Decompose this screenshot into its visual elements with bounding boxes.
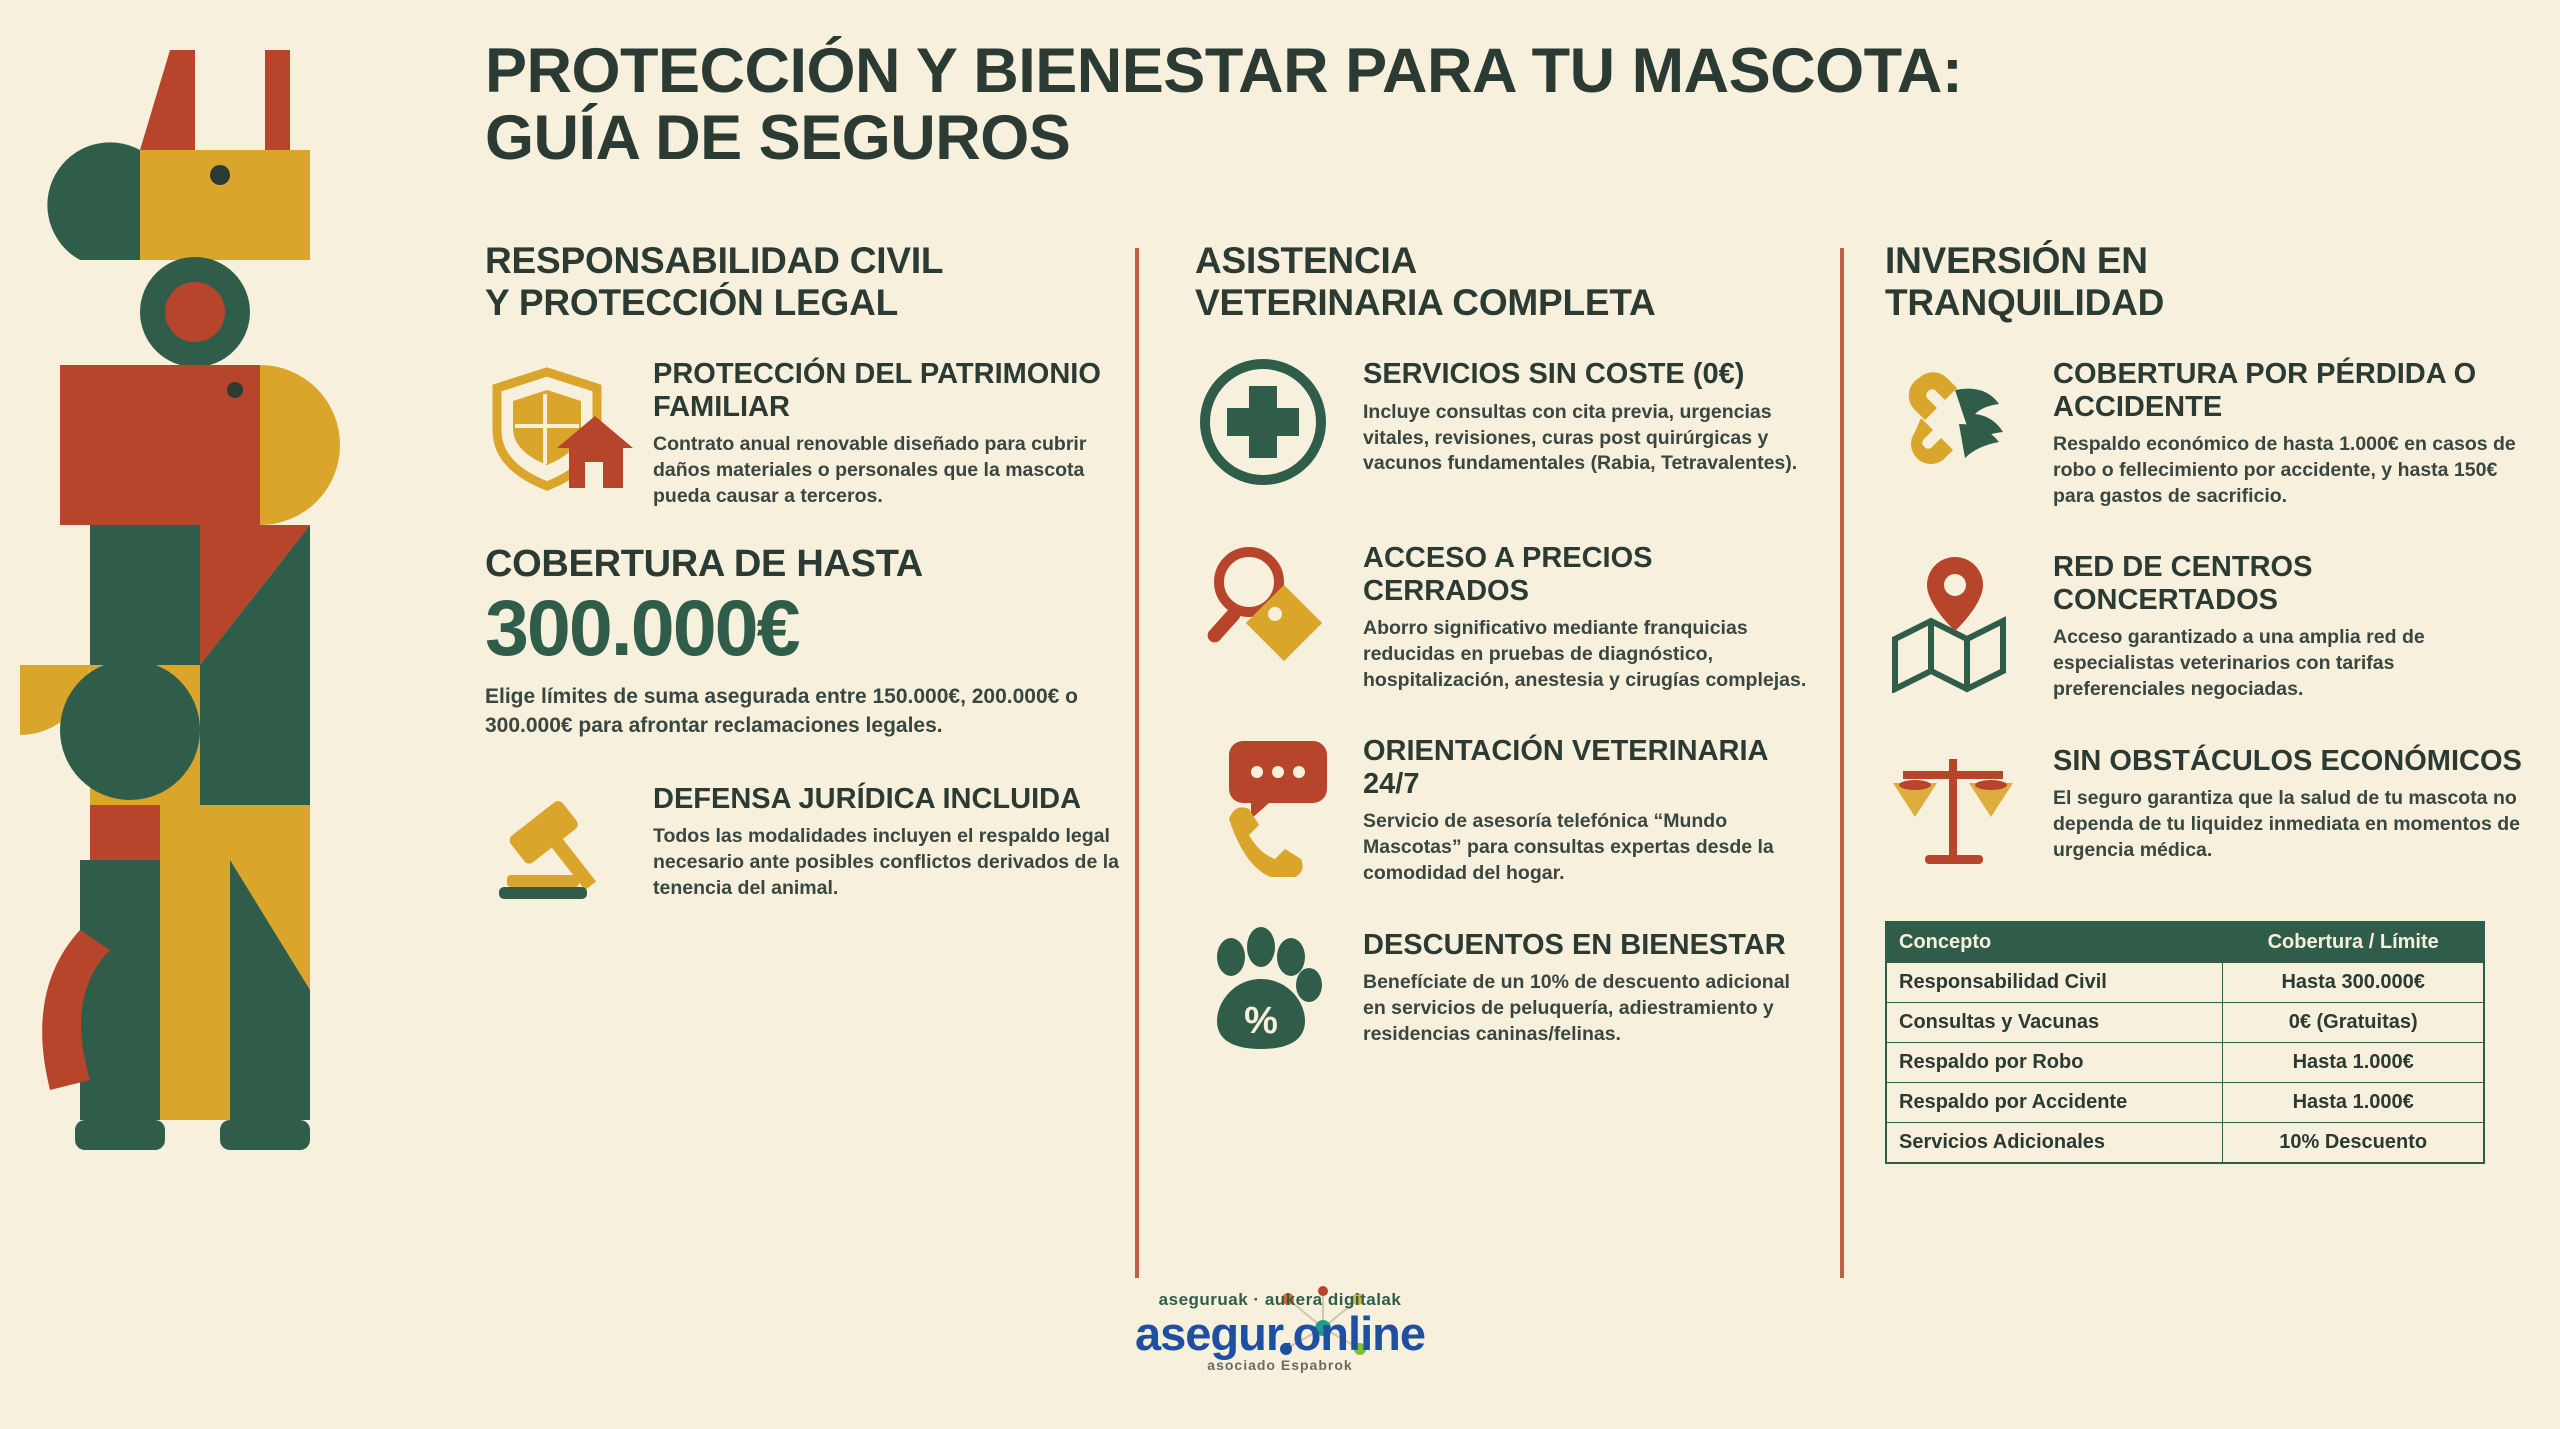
table-cell-valor: Hasta 300.000€ xyxy=(2223,962,2484,1002)
block-body: Aborro significativo mediante franquicias reducidas en pruebas de diagnóstico, hospitalización, anestesia y cirugías complejas. xyxy=(1363,617,1807,691)
block-defensa-juridica xyxy=(485,775,1125,925)
block-red-centros xyxy=(1885,543,2525,702)
phone-chat-icon xyxy=(1195,727,1345,877)
block-orientacion-247 xyxy=(1195,727,1815,886)
block-descuentos-bienestar xyxy=(1195,921,1815,1071)
column-1-heading-line-2: Y PROTECCIÓN LEGAL xyxy=(485,282,899,324)
column-1-heading xyxy=(485,240,1125,324)
highlight-value: 300.000€ xyxy=(485,583,799,673)
brand-tagline: aseguruak · aukera digitalak xyxy=(1158,1290,1402,1309)
brand-name[interactable]: asegur.online xyxy=(1135,1307,1425,1360)
column-2-heading xyxy=(1195,240,1815,324)
column-3-heading-line-1: INVERSIÓN EN xyxy=(1885,240,2148,281)
column-responsabilidad-civil xyxy=(485,240,1125,959)
shield-house-icon xyxy=(485,350,635,500)
block-title: ORIENTACIÓN VETERINARIA 24/7 xyxy=(1363,735,1768,800)
block-body: Servicio de asesoría telefónica “Mundo Mascotas” para consultas expertas desde la comodidad del hogar. xyxy=(1363,810,1774,884)
block-body: El seguro garantiza que la salud de tu mascota no dependa de tu liquidez inmediata en momentos de urgencia médica. xyxy=(2053,787,2520,861)
block-body: Respaldo económico de hasta 1.000€ en casos de robo o fellecimiento por accidente, y hasta 150€ para gastos de sacrificio. xyxy=(2053,433,2516,507)
block-sin-obstaculos xyxy=(1885,737,2525,887)
svg-text:%: % xyxy=(1244,999,1278,1042)
block-body: Benefíciate de un 10% de descuento adicional en servicios de peluquería, adiestramiento y residencias caninas/felinas. xyxy=(1363,971,1790,1045)
table-cell-valor: 0€ (Gratuitas) xyxy=(2223,1002,2484,1042)
block-body: Todos las modalidades incluyen el respaldo legal necesario ante posibles conflictos derivados de la tenencia del animal. xyxy=(653,825,1119,899)
column-divider-1 xyxy=(1135,248,1139,1278)
block-title: PROTECCIÓN DEL PATRIMONIO FAMILIAR xyxy=(653,358,1101,423)
medical-cross-icon xyxy=(1195,350,1345,500)
table-row xyxy=(1886,1122,2484,1163)
paw-percent-icon xyxy=(1195,921,1345,1071)
footer-brand xyxy=(1040,1290,1520,1373)
column-2-heading-line-2: VETERINARIA COMPLETA xyxy=(1195,282,1656,324)
block-title: COBERTURA POR PÉRDIDA O ACCIDENTE xyxy=(2053,358,2477,423)
column-2-heading-line-1: ASISTENCIA xyxy=(1195,240,1418,281)
table-row xyxy=(1886,962,2484,1002)
title-line-2: GUÍA DE SEGUROS xyxy=(485,103,1071,174)
column-inversion-tranquilidad xyxy=(1885,240,2525,1164)
gavel-icon xyxy=(485,775,635,925)
highlight-label: COBERTURA DE HASTA xyxy=(485,543,923,586)
brand-subtext: asociado Espabrok xyxy=(1207,1357,1353,1373)
column-asistencia-veterinaria xyxy=(1195,240,1815,1105)
table-cell-concepto: Responsabilidad Civil xyxy=(1886,962,2223,1002)
block-servicios-sin-coste xyxy=(1195,350,1815,500)
table-row xyxy=(1886,1002,2484,1042)
table-cell-concepto: Servicios Adicionales xyxy=(1886,1122,2223,1163)
coverage-table xyxy=(1885,921,2485,1164)
column-3-heading-line-2: TRANQUILIDAD xyxy=(1885,282,2165,324)
table-row xyxy=(1886,1042,2484,1082)
block-precios-cerrados xyxy=(1195,534,1815,693)
scales-icon xyxy=(1885,737,2035,887)
block-title: RED DE CENTROS CONCERTADOS xyxy=(2053,551,2313,616)
column-3-heading xyxy=(1885,240,2525,324)
column-divider-2 xyxy=(1840,248,1844,1278)
table-header-cobertura: Cobertura / Límite xyxy=(2223,922,2484,963)
block-body: Incluye consultas con cita previa, urgencias vitales, revisiones, curas post quirúrgicas y vacunos fundamentales (Rabia, Tetravalentes). xyxy=(1363,400,1798,475)
block-body: Contrato anual renovable diseñado para cubrir daños materiales o personales que la mascota pueda causar a terceros. xyxy=(653,433,1087,507)
magnifier-tag-icon xyxy=(1195,534,1345,684)
table-cell-concepto: Respaldo por Robo xyxy=(1886,1042,2223,1082)
block-title: SERVICIOS SIN COSTE (0€) xyxy=(1363,358,1745,391)
highlight-cobertura xyxy=(485,543,1125,741)
table-cell-valor: 10% Descuento xyxy=(2223,1122,2484,1163)
table-cell-valor: Hasta 1.000€ xyxy=(2223,1042,2484,1082)
table-header-concepto: Concepto xyxy=(1886,922,2223,963)
page-title xyxy=(485,38,2385,173)
block-title: ACCESO A PRECIOS CERRADOS xyxy=(1363,542,1653,607)
block-cobertura-perdida xyxy=(1885,350,2525,509)
block-body: Acceso garantizado a una amplia red de especialistas veterinarios con tarifas preferenciales negociadas. xyxy=(2053,626,2425,700)
map-pin-icon xyxy=(1885,543,2035,693)
table-row xyxy=(1886,1082,2484,1122)
block-proteccion-patrimonio xyxy=(485,350,1125,509)
table-cell-valor: Hasta 1.000€ xyxy=(2223,1082,2484,1122)
highlight-subtext: Elige límites de suma asegurada entre 150.000€, 200.000€ o 300.000€ para afrontar reclamaciones legales. xyxy=(485,685,1078,738)
column-1-heading-line-1: RESPONSABILIDAD CIVIL xyxy=(485,240,944,281)
table-header-row xyxy=(1886,922,2484,963)
geometric-dog-illustration xyxy=(20,30,470,1280)
block-title: DEFENSA JURÍDICA INCLUIDA xyxy=(653,783,1082,815)
block-title: DESCUENTOS EN BIENESTAR xyxy=(1363,928,1786,961)
broken-chain-wing-icon xyxy=(1885,350,2035,500)
title-line-1: PROTECCIÓN Y BIENESTAR PARA TU MASCOTA: xyxy=(485,36,1963,106)
table-cell-concepto: Respaldo por Accidente xyxy=(1886,1082,2223,1122)
block-title: SIN OBSTÁCULOS ECONÓMICOS xyxy=(2053,744,2522,777)
table-cell-concepto: Consultas y Vacunas xyxy=(1886,1002,2223,1042)
